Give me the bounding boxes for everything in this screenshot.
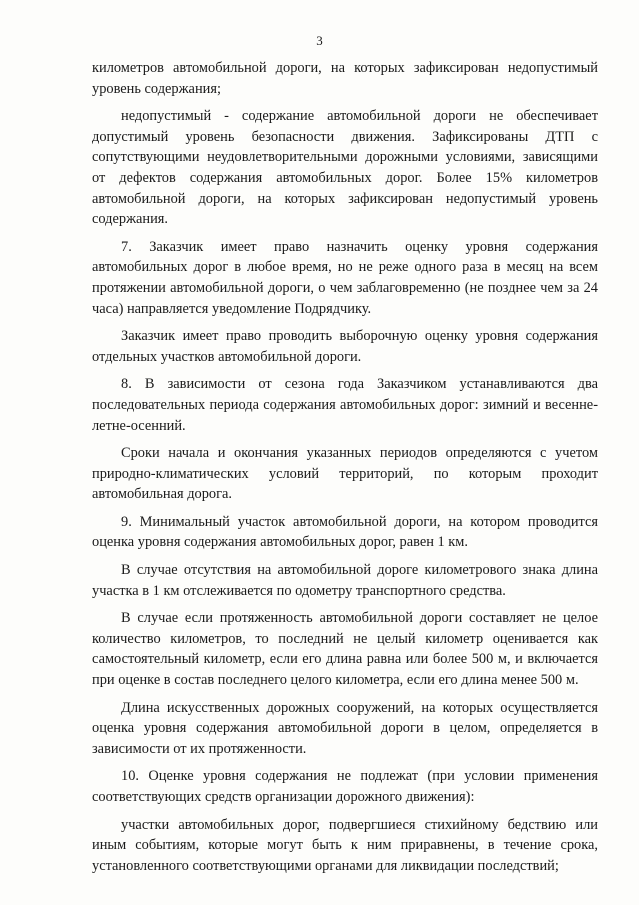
paragraph-7: 9. Минимальный участок автомобильной дороги, на котором проводится оценка уровня содержания автомобильных дорог, равен 1 км. [92,513,598,551]
paragraph-5: 8. В зависимости от сезона года Заказчиком устанавливаются два последовательных периода содержания автомобильных дорог: зимний и весенне-летне-осенний. [92,376,598,434]
paragraph-11: 10. Оценке уровня содержания не подлежат (при условии применения соответствующих средств организации дорожного движения): [92,768,598,805]
paragraph-2: недопустимый - содержание автомобильной дороги не обеспечивает допустимый уровень безопасности движения. Зафиксированы ДТП с сопутствующими неудовлетворительными дорожными условиями, зависящими от дефектов содержания автомобильных дорог. Более 15% километров автомобильной дороги, на которых зафиксирован недопустимый уровень содержания. [92,108,598,228]
paragraph-10: Длина искусственных дорожных сооружений, на которых осуществляется оценка уровня содержания автомобильной дороги в целом, определяется в зависимости от их протяженности. [92,699,598,757]
paragraph-6: Сроки начала и окончания указанных периодов определяются с учетом природно-климатических условий территорий, по которым проходит автомобильная дорога. [92,445,598,503]
page-number: 3 [316,33,323,48]
paragraph-4: Заказчик имеет право проводить выборочную оценку уровня содержания отдельных участков автомобильной дороги. [92,328,598,365]
document-body [92,58,598,883]
paragraph-8: В случае отсутствия на автомобильной дороге километрового знака длина участка в 1 км отслеживается по одометру транспортного средства. [92,562,598,599]
paragraph-9: В случае если протяженность автомобильной дороги составляет не целое количество километров, то последний не целый километр оценивается как самостоятельный километр, если его длина равна или более 500 м, и включается при оценке в состав последнего целого километра, если его длина менее 500 м. [92,610,598,689]
paragraph-1: километров автомобильной дороги, на которых зафиксирован недопустимый уровень содержания; [92,60,598,97]
paragraph-3: 7. Заказчик имеет право назначить оценку уровня содержания автомобильных дорог в любое время, но не реже одного раза в месяц на всем протяжении автомобильной дороги, о чем заблаговременно (не позднее чем за 24 часа) направляется уведомление Подрядчику. [92,238,598,317]
paragraph-12: участки автомобильных дорог, подвергшиеся стихийному бедствию или иным событиям, которые могут быть к ним приравнены, в течение срока, установленного соответствующими органами для ликвидации последствий; [92,816,598,874]
